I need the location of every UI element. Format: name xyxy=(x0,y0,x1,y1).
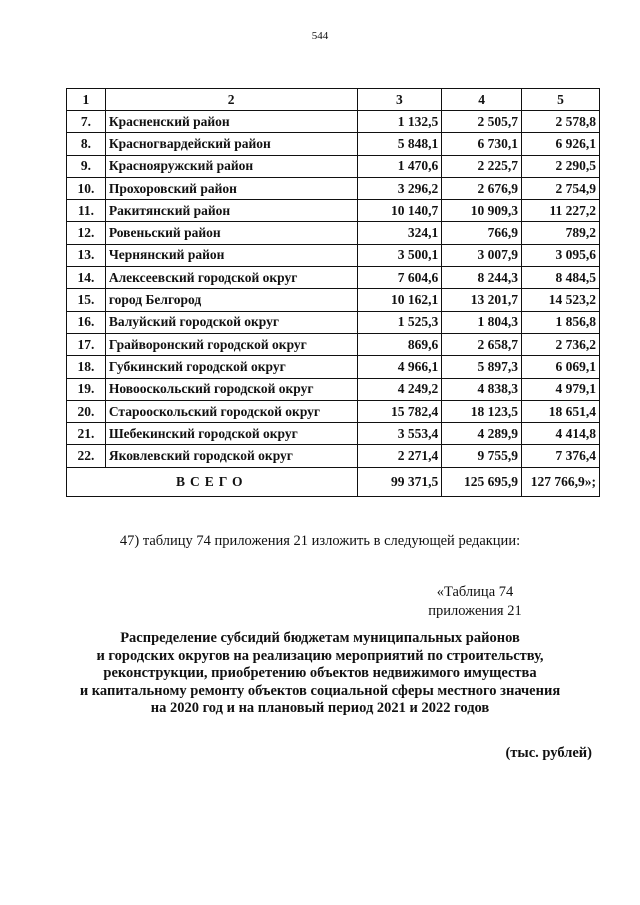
total-2021-cell: 125 695,9 xyxy=(442,467,522,496)
heading-line: Распределение субсидий бюджетам муниципальных районов xyxy=(120,630,520,646)
value-2020-cell: 1 525,3 xyxy=(357,311,442,333)
value-2022-cell: 7 376,4 xyxy=(522,445,600,467)
municipality-name-cell: Красненский район xyxy=(105,111,357,133)
table-row xyxy=(67,133,600,155)
table-row xyxy=(67,267,600,289)
row-number-cell: 7. xyxy=(67,111,106,133)
units-label: (тыс. рублей) xyxy=(505,745,592,761)
table-row xyxy=(67,378,600,400)
value-2022-cell: 4 414,8 xyxy=(522,423,600,445)
table-row xyxy=(67,289,600,311)
municipality-name-cell: Губкинский городской округ xyxy=(105,356,357,378)
row-number-cell: 13. xyxy=(67,244,106,266)
table-ref-line: «Таблица 74 xyxy=(436,584,514,600)
value-2020-cell: 3 500,1 xyxy=(357,244,442,266)
value-2020-cell: 10 162,1 xyxy=(357,289,442,311)
value-2021-cell: 18 123,5 xyxy=(442,400,522,422)
row-number-cell: 15. xyxy=(67,289,106,311)
value-2021-cell: 766,9 xyxy=(442,222,522,244)
table-row xyxy=(67,400,600,422)
table-row xyxy=(67,222,600,244)
municipality-name-cell: Валуйский городской округ xyxy=(105,311,357,333)
value-2022-cell: 3 095,6 xyxy=(522,244,600,266)
value-2021-cell: 3 007,9 xyxy=(442,244,522,266)
value-2021-cell: 2 676,9 xyxy=(442,177,522,199)
row-number-cell: 11. xyxy=(67,200,106,222)
row-number-cell: 14. xyxy=(67,267,106,289)
total-label-cell: ВСЕГО xyxy=(67,467,358,496)
value-2022-cell: 789,2 xyxy=(522,222,600,244)
value-2020-cell: 5 848,1 xyxy=(357,133,442,155)
heading-line: и капитальному ремонту объектов социальной сферы местного значения xyxy=(79,682,561,699)
municipality-name-cell: Красногвардейский район xyxy=(105,133,357,155)
value-2021-cell: 10 909,3 xyxy=(442,200,522,222)
municipality-name-cell: Шебекинский городской округ xyxy=(105,423,357,445)
value-2022-cell: 2 736,2 xyxy=(522,333,600,355)
row-number-cell: 22. xyxy=(67,445,106,467)
value-2022-cell: 6 926,1 xyxy=(522,133,600,155)
municipality-name-cell: Прохоровский район xyxy=(105,177,357,199)
header-cell: 2 xyxy=(105,89,357,111)
row-number-cell: 10. xyxy=(67,177,106,199)
header-cell: 5 xyxy=(522,89,600,111)
municipality-name-cell: Ракитянский район xyxy=(105,200,357,222)
row-number-cell: 16. xyxy=(67,311,106,333)
row-number-cell: 19. xyxy=(67,378,106,400)
value-2022-cell: 2 578,8 xyxy=(522,111,600,133)
value-2021-cell: 2 505,7 xyxy=(442,111,522,133)
heading-line: на 2020 год и на плановый период 2021 и 2022 годов xyxy=(150,700,490,716)
municipality-name-cell: Чернянский район xyxy=(105,244,357,266)
header-cell: 3 xyxy=(357,89,442,111)
section-heading xyxy=(40,630,600,718)
row-number-cell: 9. xyxy=(67,155,106,177)
table-row xyxy=(67,177,600,199)
municipality-name-cell: Новооскольский городской округ xyxy=(105,378,357,400)
value-2021-cell: 9 755,9 xyxy=(442,445,522,467)
value-2021-cell: 2 225,7 xyxy=(442,155,522,177)
value-2020-cell: 3 553,4 xyxy=(357,423,442,445)
value-2022-cell: 18 651,4 xyxy=(522,400,600,422)
table-row xyxy=(67,356,600,378)
value-2021-cell: 1 804,3 xyxy=(442,311,522,333)
value-2020-cell: 1 132,5 xyxy=(357,111,442,133)
municipality-name-cell: Грайворонский городской округ xyxy=(105,333,357,355)
table-row xyxy=(67,333,600,355)
municipality-name-cell: Алексеевский городской округ xyxy=(105,267,357,289)
value-2022-cell: 6 069,1 xyxy=(522,356,600,378)
value-2020-cell: 4 249,2 xyxy=(357,378,442,400)
table-row xyxy=(67,111,600,133)
value-2022-cell: 11 227,2 xyxy=(522,200,600,222)
municipality-name-cell: Ровеньский район xyxy=(105,222,357,244)
value-2021-cell: 2 658,7 xyxy=(442,333,522,355)
table-row xyxy=(67,423,600,445)
subsidy-table xyxy=(66,88,600,497)
page-number: 544 xyxy=(311,30,329,42)
value-2020-cell: 869,6 xyxy=(357,333,442,355)
value-2022-cell: 2 754,9 xyxy=(522,177,600,199)
value-2022-cell: 4 979,1 xyxy=(522,378,600,400)
municipality-name-cell: Старооскольский городской округ xyxy=(105,400,357,422)
table-reference xyxy=(400,583,550,621)
row-number-cell: 8. xyxy=(67,133,106,155)
value-2020-cell: 15 782,4 xyxy=(357,400,442,422)
value-2020-cell: 7 604,6 xyxy=(357,267,442,289)
value-2021-cell: 4 838,3 xyxy=(442,378,522,400)
value-2020-cell: 2 271,4 xyxy=(357,445,442,467)
heading-line: и городских округов на реализацию мероприятий по строительству, xyxy=(96,647,544,664)
value-2020-cell: 1 470,6 xyxy=(357,155,442,177)
value-2020-cell: 4 966,1 xyxy=(357,356,442,378)
heading-line: реконструкции, приобретению объектов недвижимого имущества xyxy=(103,665,537,681)
value-2021-cell: 8 244,3 xyxy=(442,267,522,289)
row-number-cell: 17. xyxy=(67,333,106,355)
table-ref-line: приложения 21 xyxy=(428,603,522,619)
value-2021-cell: 5 897,3 xyxy=(442,356,522,378)
table-row xyxy=(67,311,600,333)
table-header-row xyxy=(67,89,600,111)
row-number-cell: 21. xyxy=(67,423,106,445)
row-number-cell: 18. xyxy=(67,356,106,378)
table-row xyxy=(67,244,600,266)
municipality-name-cell: город Белгород xyxy=(105,289,357,311)
value-2020-cell: 324,1 xyxy=(357,222,442,244)
table-row xyxy=(67,445,600,467)
total-2022-cell: 127 766,9»; xyxy=(522,467,600,496)
value-2020-cell: 3 296,2 xyxy=(357,177,442,199)
value-2022-cell: 1 856,8 xyxy=(522,311,600,333)
row-number-cell: 12. xyxy=(67,222,106,244)
municipality-name-cell: Краснояружский район xyxy=(105,155,357,177)
header-cell: 4 xyxy=(442,89,522,111)
instruction-text: 47) таблицу 74 приложения 21 изложить в следующей редакции: xyxy=(119,533,521,549)
total-2020-cell: 99 371,5 xyxy=(357,467,442,496)
value-2022-cell: 2 290,5 xyxy=(522,155,600,177)
table-row xyxy=(67,155,600,177)
value-2022-cell: 8 484,5 xyxy=(522,267,600,289)
table-row xyxy=(67,200,600,222)
total-row xyxy=(67,467,600,496)
value-2021-cell: 13 201,7 xyxy=(442,289,522,311)
value-2020-cell: 10 140,7 xyxy=(357,200,442,222)
header-cell: 1 xyxy=(67,89,106,111)
value-2022-cell: 14 523,2 xyxy=(522,289,600,311)
row-number-cell: 20. xyxy=(67,400,106,422)
value-2021-cell: 6 730,1 xyxy=(442,133,522,155)
municipality-name-cell: Яковлевский городской округ xyxy=(105,445,357,467)
value-2021-cell: 4 289,9 xyxy=(442,423,522,445)
